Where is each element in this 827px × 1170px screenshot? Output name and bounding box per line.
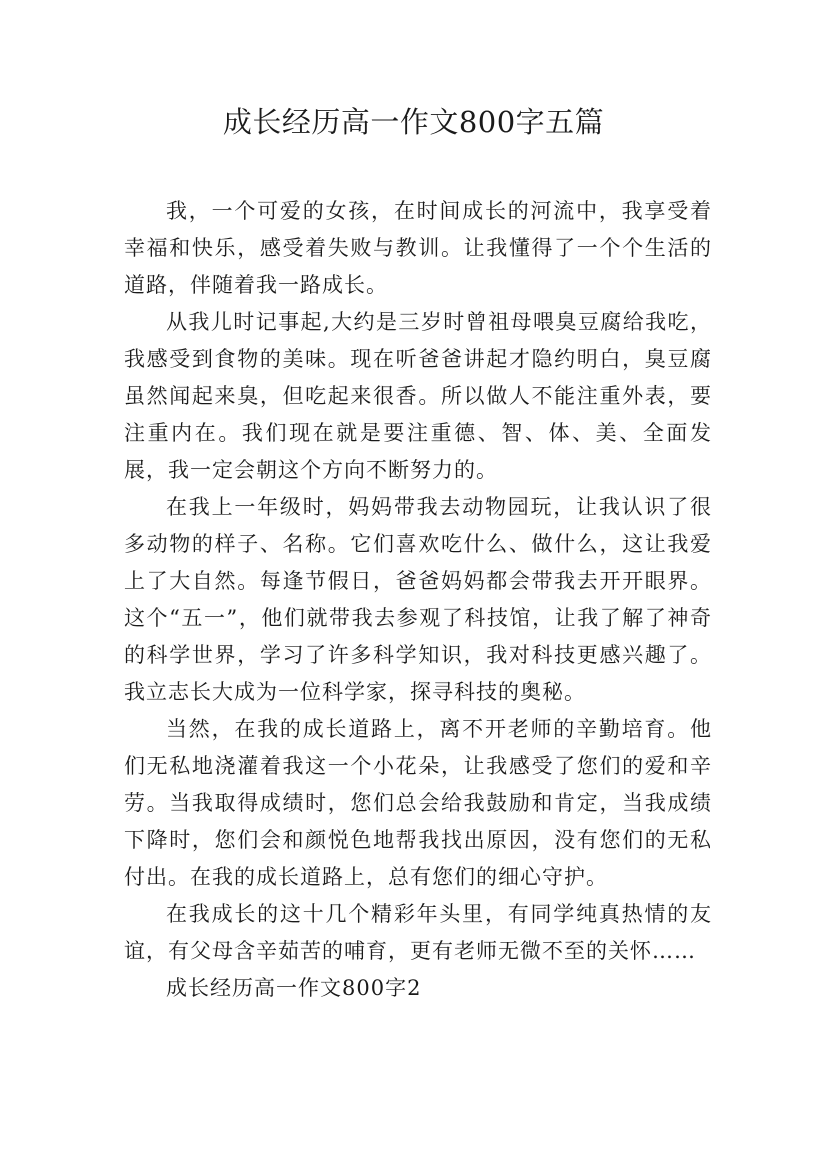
paragraph-2: 从我儿时记事起,大约是三岁时曾祖母喂臭豆腐给我吃，我感受到食物的美味。现在听爸爸讲起才隐约明白，臭豆腐虽然闻起来臭，但吃起来很香。所以做人不能注重外表，要注重内在。我们现在就是要注重德、智、体、美、全面发展，我一定会朝这个方向不断努力的。 <box>124 310 712 482</box>
paragraph-5: 在我成长的这十几个精彩年头里，有同学纯真热情的友谊，有父母含辛茹苦的哺育，更有老师无微不至的关怀…… <box>124 902 712 963</box>
essay-2-heading: 成长经历高一作文800字2 <box>166 976 422 1000</box>
paragraph-4: 当然，在我的成长道路上，离不开老师的辛勤培育。他们无私地浇灌着我这一个小花朵，让我感受了您们的爱和辛劳。当我取得成绩时，您们总会给我鼓励和肯定，当我成绩下降时，您们会和颜悦色地帮我找出原因，没有您们的无私付出。在我的成长道路上，总有您们的细心守护。 <box>124 717 712 889</box>
document-title: 成长经历高一作文800字五篇 <box>222 105 605 139</box>
paragraph-3: 在我上一年级时，妈妈带我去动物园玩，让我认识了很多动物的样子、名称。它们喜欢吃什么、做什么，这让我爱上了大自然。每逢节假日，爸爸妈妈都会带我去开开眼界。这个“五一”，他们就带我去参观了科技馆，让我了解了神奇的科学世界，学习了许多科学知识，我对科技更感兴趣了。我立志长大成为一位科学家，探寻科技的奥秘。 <box>124 495 712 704</box>
essay-body <box>124 193 712 1007</box>
paragraph-1: 我，一个可爱的女孩，在时间成长的河流中，我享受着幸福和快乐，感受着失败与教训。让我懂得了一个个生活的道路，伴随着我一路成长。 <box>124 199 712 297</box>
